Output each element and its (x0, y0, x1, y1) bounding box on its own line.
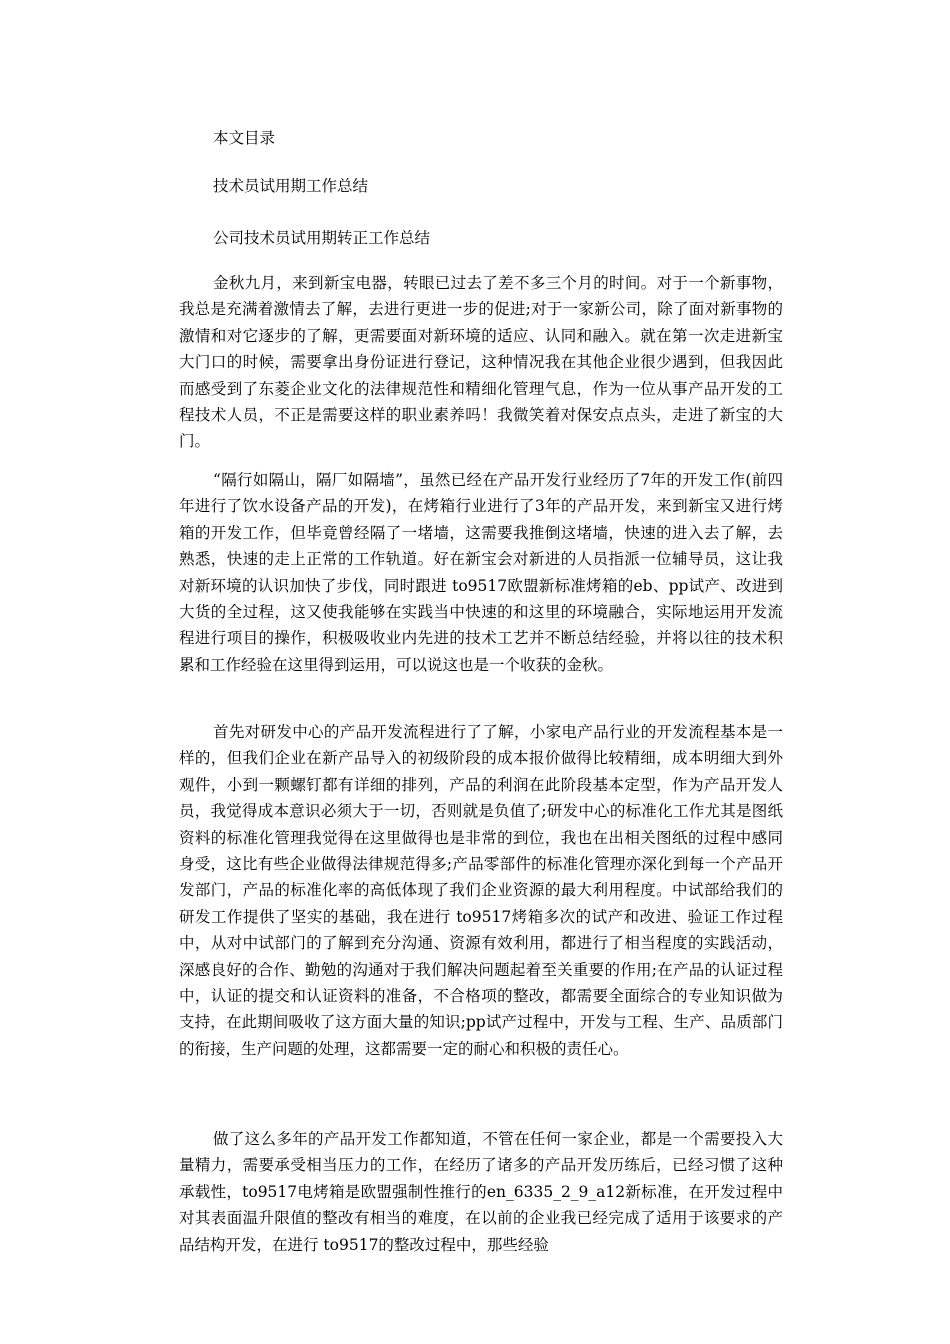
body-paragraph: 做了这么多年的产品开发工作都知道，不管在任何一家企业，都是一个需要投入大量精力，需要承受相当压力的工作，在经历了诸多的产品开发历练后，已经习惯了这种承载性，to9517电烤箱是欧盟强制性推行的en_6335_2_9_a12新标准，在开发过程中对其表面温升限值的整改有相当的难度，在以前的企业我已经完成了适用于该要求的产品结构开发，在进行 to9517的整改过程中，那些经验 (179, 1130, 783, 1254)
document-page (179, 0, 791, 1344)
body-paragraph: 首先对研发中心的产品开发流程进行了了解，小家电产品行业的开发流程基本是一样的，但我们企业在新产品导入的初级阶段的成本报价做得比较精细，成本明细大到外观件，小到一颗螺钉都有详细的排列，产品的利润在此阶段基本定型，作为产品开发人员，我觉得成本意识必须大于一切，否则就是负值了;研发中心的标准化工作尤其是图纸资料的标准化管理我觉得在这里做得也是非常的到位，我也在出相关图纸的过程中感同身受，这比有些企业做得法律规范得多;产品零部件的标准化管理亦深化到每一个产品开发部门，产品的标准化率的高低体现了我们企业资源的最大利用程度。中试部给我们的研发工作提供了坚实的基础，我在进行 to9517烤箱多次的试产和改进、验证工作过程中，从对中试部门的了解到充分沟通、资源有效利用，都进行了相当程度的实践活动，深感良好的合作、勤勉的沟通对于我们解决问题起着至关重要的作用;在产品的认证过程中，认证的提交和认证资料的准备，不合格项的整改，都需要全面综合的专业知识做为支持，在此期间吸收了这方面大量的知识;pp试产过程中，开发与工程、生产、品质部门的衔接，生产问题的处理，这都需要一定的耐心和积极的责任心。 (179, 723, 783, 1058)
toc-heading: 本文目录 (213, 129, 276, 147)
toc-item: 公司技术员试用期转正工作总结 (213, 229, 431, 247)
body-paragraph: “隔行如隔山，隔厂如隔墙”，虽然已经在产品开发行业经历了7年的开发工作(前四年进行了饮水设备产品的开发)，在烤箱行业进行了3年的产品开发，来到新宝又进行烤箱的开发工作，但毕竟曾经隔了一堵墙，这需要我推倒这堵墙，快速的进入去了解，去熟悉，快速的走上正常的工作轨道。好在新宝会对新进的人员指派一位辅导员，这让我对新环境的认识加快了步伐，同时跟进 to9517欧盟新标准烤箱的eb、pp试产、改进到大货的全过程，这又使我能够在实践当中快速的和这里的环境融合，实际地运用开发流程进行项目的操作，积极吸收业内先进的技术工艺并不断总结经验，并将以往的技术积累和工作经验在这里得到运用，可以说这也是一个收获的金秋。 (179, 471, 783, 674)
body-paragraph: 金秋九月，来到新宝电器，转眼已过去了差不多三个月的时间。对于一个新事物，我总是充满着激情去了解，去进行更进一步的促进;对于一家新公司，除了面对新事物的激情和对它逐步的了解，更需要面对新环境的适应、认同和融入。就在第一次走进新宝大门口的时候，需要拿出身份证进行登记，这种情况我在其他企业很少遇到，但我因此而感受到了东菱企业文化的法律规范性和精细化管理气息，作为一位从事产品开发的工程技术人员，不正是需要这样的职业素养吗！我微笑着对保安点点头，走进了新宝的大门。 (179, 274, 783, 451)
toc-item: 技术员试用期工作总结 (213, 177, 369, 195)
